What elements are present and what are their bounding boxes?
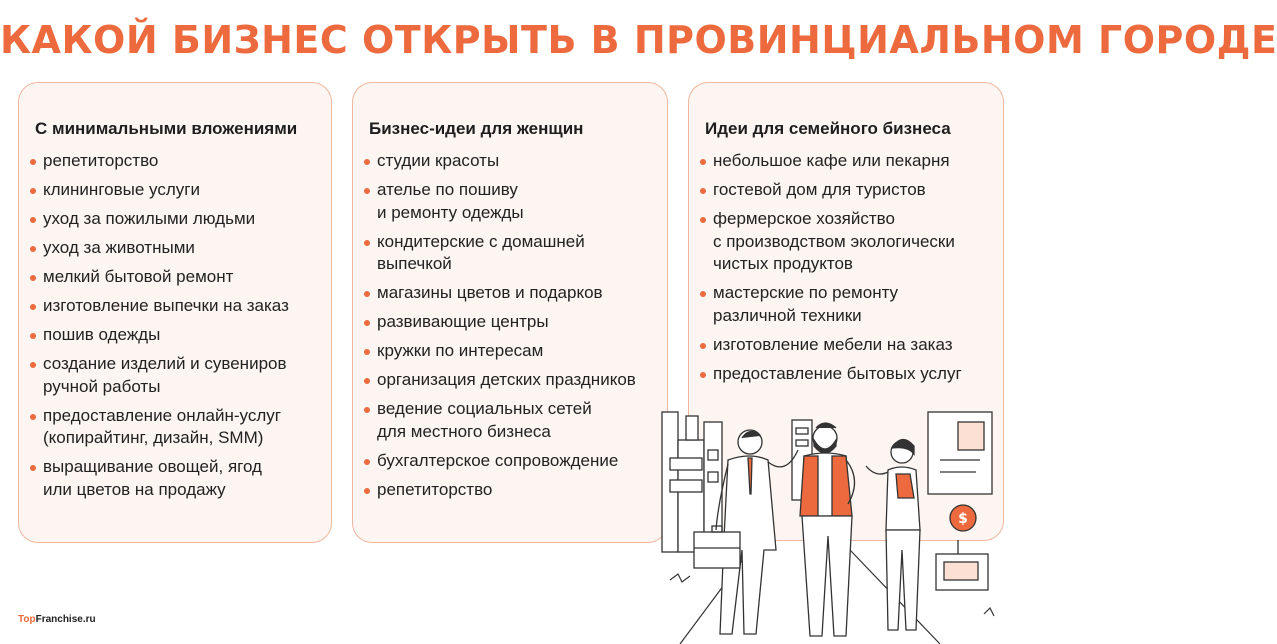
bullet-icon	[364, 320, 370, 326]
list-item	[699, 282, 995, 327]
idea-list	[699, 150, 995, 392]
bullet-icon	[364, 240, 370, 246]
bullet-icon	[30, 275, 36, 281]
list-item	[29, 353, 323, 398]
bullet-icon	[30, 246, 36, 252]
list-item-text: изготовление мебели на заказ	[713, 334, 953, 354]
bullet-icon	[30, 159, 36, 165]
list-item	[29, 237, 323, 260]
list-item	[363, 340, 659, 363]
idea-list	[363, 150, 659, 508]
list-item	[363, 311, 659, 334]
list-item	[363, 179, 659, 224]
page-title: КАКОЙ БИЗНЕС ОТКРЫТЬ В ПРОВИНЦИАЛЬНОМ ГОРОДЕ	[0, 18, 1277, 62]
woman-icon	[866, 439, 920, 630]
list-item-text: уход за животными	[43, 238, 195, 257]
bullet-icon	[30, 333, 36, 339]
list-item-text: студии красоты	[377, 151, 500, 170]
list-item-text: предоставление онлайн-услуг	[43, 405, 281, 425]
list-item-text: чистых продуктов	[713, 254, 853, 273]
list-item-text: ручной работы	[43, 376, 161, 396]
list-item	[363, 369, 659, 392]
list-item-text: гостевой дом для туристов	[713, 180, 926, 199]
list-item-text: магазины цветов и подарков	[377, 283, 603, 302]
card-heading: Бизнес-идеи для женщин	[369, 119, 584, 138]
list-item	[29, 324, 323, 347]
bullet-icon	[700, 188, 706, 194]
list-item	[699, 363, 995, 386]
list-item-text: изготовление выпечки на заказ	[43, 296, 289, 315]
card-heading: С минимальными вложениями	[35, 119, 298, 138]
list-item	[29, 266, 323, 289]
card-minimal-investment	[18, 82, 332, 543]
list-item-text: кружки по интересам	[377, 341, 544, 360]
business-people-illustration	[640, 400, 1024, 644]
card-women-business	[352, 82, 668, 543]
list-item-text: ведение социальных сетей	[377, 399, 592, 418]
list-item-text: мастерские по ремонту	[713, 283, 899, 302]
list-item-text: организация детских праздников	[377, 370, 636, 389]
list-item-text: (копирайтинг, дизайн, SMM)	[43, 428, 264, 447]
bullet-icon	[364, 459, 370, 465]
bullet-icon	[700, 343, 706, 349]
bullet-icon	[30, 304, 36, 310]
bullet-icon	[700, 217, 706, 223]
list-item-text: с производством экологически	[713, 231, 955, 251]
list-item-text: предоставление бытовых услуг	[713, 363, 962, 383]
list-item	[29, 405, 323, 450]
brand-logo: TopFranchise.ru	[18, 614, 96, 625]
svg-text:$: $	[958, 511, 968, 527]
idea-list	[29, 150, 323, 508]
picture-frame-icon	[936, 540, 988, 590]
bullet-icon	[364, 291, 370, 297]
list-item-text: бухгалтерское сопровождение	[377, 450, 619, 470]
list-item-text: выпечкой	[377, 254, 452, 273]
list-item-text: уход за пожилыми людьми	[43, 209, 256, 228]
list-item	[363, 282, 659, 305]
list-item	[363, 450, 659, 473]
list-item-text: фермерское хозяйство	[713, 209, 895, 228]
list-item	[29, 179, 323, 202]
list-item-text: клининговые услуги	[43, 180, 200, 199]
bullet-icon	[700, 159, 706, 165]
man-in-vest-icon	[800, 423, 855, 636]
list-item-text: различной техники	[713, 305, 862, 325]
list-item-text: репетиторство	[43, 151, 159, 170]
list-item	[699, 179, 995, 202]
list-item-text: создание изделий и сувениров	[43, 354, 287, 373]
list-item	[29, 456, 323, 501]
card-heading: Идеи для семейного бизнеса	[705, 119, 951, 138]
bullet-icon	[364, 349, 370, 355]
list-item	[699, 208, 995, 276]
list-item-text: небольшое кафе или пекарня	[713, 151, 950, 170]
list-item	[699, 150, 995, 173]
bullet-icon	[700, 372, 706, 378]
list-item	[29, 295, 323, 318]
coin-icon	[950, 505, 976, 531]
list-item-text: выращивание овощей, ягод	[43, 457, 262, 476]
bullet-icon	[30, 362, 36, 368]
list-item-text: для местного бизнеса	[377, 421, 551, 441]
list-item-text: развивающие центры	[377, 312, 549, 331]
bullet-icon	[30, 188, 36, 194]
list-item-text: пошив одежды	[43, 325, 161, 344]
bullet-icon	[364, 407, 370, 413]
list-item	[363, 398, 659, 443]
list-item	[699, 334, 995, 357]
list-item-text: и ремонту одежды	[377, 202, 524, 222]
list-item-text: ателье по пошиву	[377, 180, 518, 199]
list-item	[363, 150, 659, 173]
list-item-text: или цветов на продажу	[43, 479, 226, 499]
bullet-icon	[30, 217, 36, 223]
list-item	[363, 479, 659, 502]
bullet-icon	[700, 291, 706, 297]
bullet-icon	[30, 465, 36, 471]
list-item	[363, 231, 659, 276]
bullet-icon	[30, 414, 36, 420]
list-item	[29, 150, 323, 173]
list-item	[29, 208, 323, 231]
list-item-text: мелкий бытовой ремонт	[43, 267, 234, 286]
list-item-text: кондитерские с домашней	[377, 231, 585, 251]
bullet-icon	[364, 488, 370, 494]
list-item-text: репетиторство	[377, 479, 493, 499]
bullet-icon	[364, 159, 370, 165]
bullet-icon	[364, 378, 370, 384]
bullet-icon	[364, 188, 370, 194]
